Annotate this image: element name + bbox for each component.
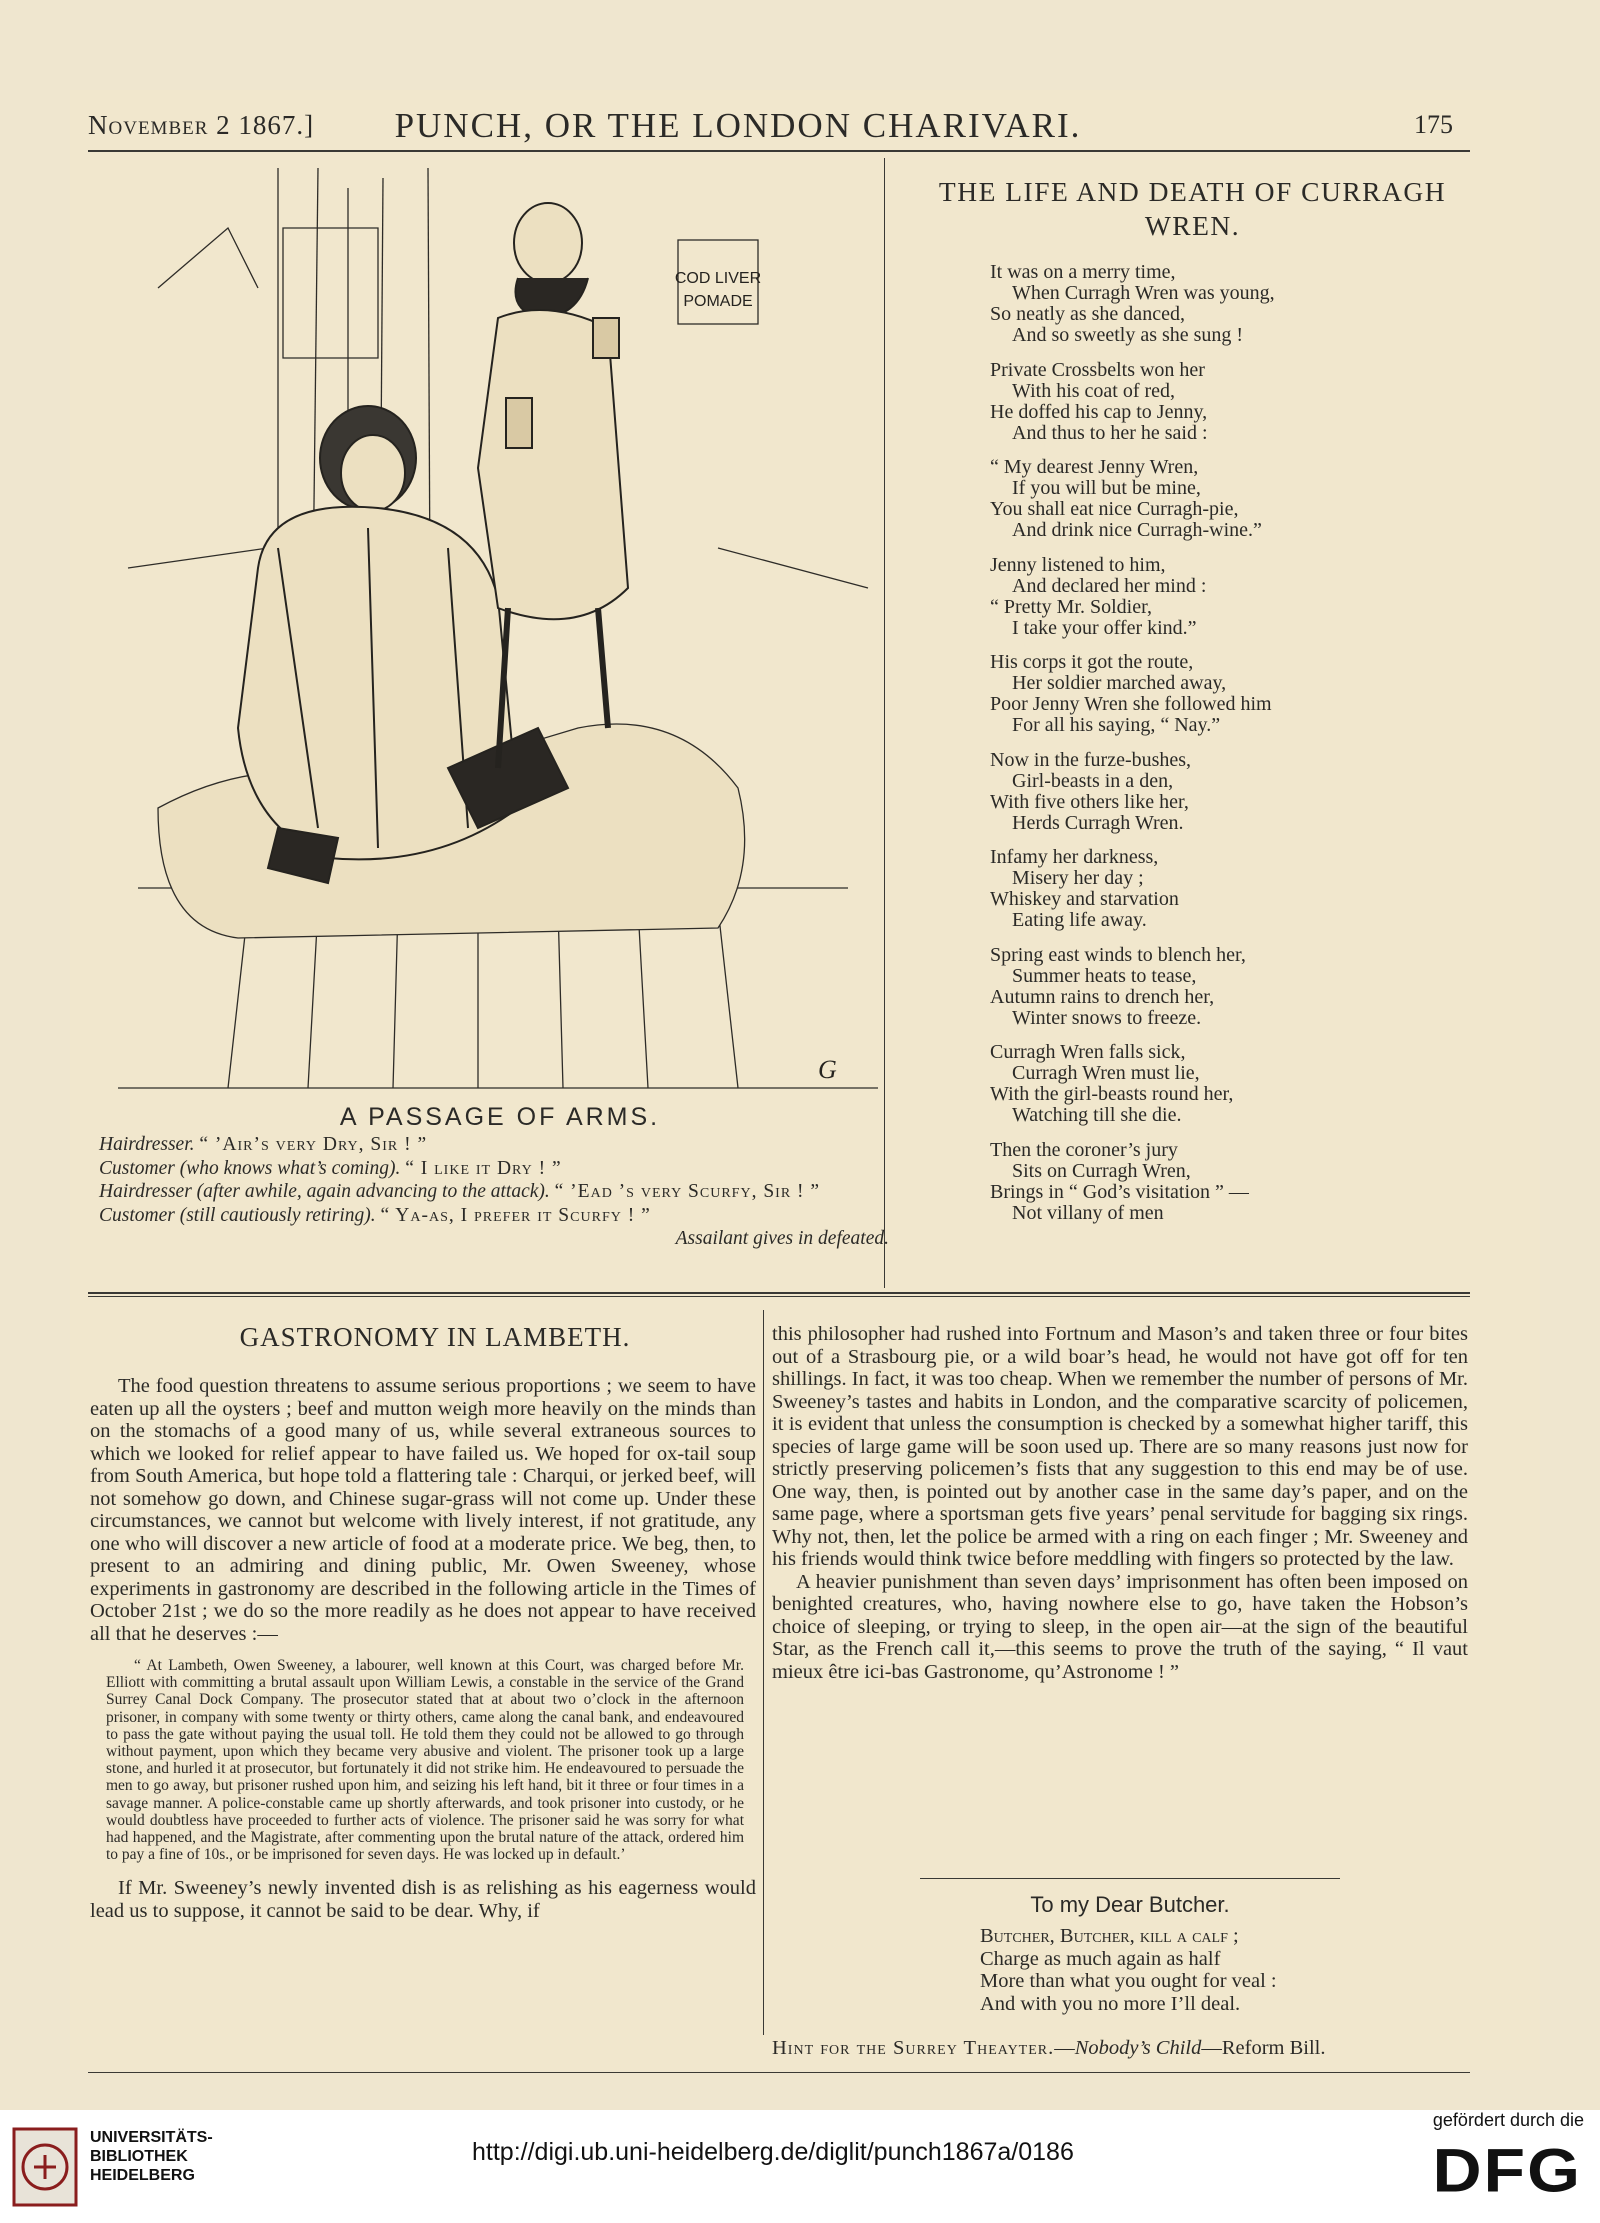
poem-stanza xyxy=(990,945,1470,1029)
article-paragraph: The food question threatens to assume serious proportions ; we seem to have eaten up all the oysters ; beef and mutton weigh more heavily on the minds than on the stomachs of a good many of us, while several extraneous sources to which we looked for relief appear to have failed us. We hoped for ox-tail soup from South America, but hope told a flattering tale : Charqui, or jerked beef, will not somehow go down, and Chinese sugar-grass will not come up. Under these circumstances, we cannot but welcome with lively interest, if not gratitude, any one who will discover a new article of food at a moderate price. We beg, then, to present to an admiring and dining public, Mr. Owen Sweeney, whose experiments in gastronomy are described in the following article in the Times of October 21st ; we do so the more readily as he does not appear to have received all that he deserves :— xyxy=(90,1375,756,1645)
header-rule xyxy=(88,150,1470,152)
butcher-rule xyxy=(920,1878,1340,1879)
poem-line: Sits on Curragh Wren, xyxy=(1012,1159,1191,1182)
poem-line: Girl-beasts in a den, xyxy=(1012,769,1174,792)
butcher-verse xyxy=(980,1925,1380,2015)
article-paragraph: A heavier punishment than seven days’ imprisonment has often been imposed on benighted creatures, who, having nowhere else to go, have taken the Hobson’s choice of sleeping, or trying to sleep, in the open air—at the sign of the beautiful Star, as the French call it,—this seems to prove the truth of the saying, “ Il vaut mieux être ici-bas Gastronome, qu’Astronome ! ” xyxy=(772,1570,1468,1683)
caption-line xyxy=(99,1204,889,1228)
poem-line: And so sweetly as she sung ! xyxy=(1012,324,1244,346)
poem-line: With five others like her, xyxy=(990,790,1189,813)
article-paragraph: this philosopher had rushed into Fortnum and Mason’s and taken three or four bites out of a Strasbourg pie, or a wild boar’s head, he would not have got off for ten shillings. In fact, it was too cheap. When we remember the number of persons of Mr. Sweeney’s tastes and habits in London, and the comparative scarcity of policemen, it is evident that unless the consumption is checked by a somewhat higher tariff, this species of large game will be soon used up. There are so many reasons just now for strictly preserving policemen’s fists that any suggestion to this end may be of use. One way, then, is pointed out by another case in the same day’s paper, and on the same page, where a sportsman gets five years’ penal servitude for bagging six rings. Why not, then, let the police be armed with a ring on each finger ; Mr. Sweeney and his friends would think twice before meddling with fingers so protected by the law. xyxy=(772,1323,1468,1570)
poem-stanza xyxy=(990,750,1470,834)
poem-line: Whiskey and starvation xyxy=(990,888,1179,910)
poem-line: Private Crossbelts won her xyxy=(990,358,1205,381)
article-column-right xyxy=(772,1323,1468,1683)
poem-line: It was on a merry time, xyxy=(990,261,1176,283)
poem-body xyxy=(990,262,1470,1237)
poem-line: “ My dearest Jenny Wren, xyxy=(990,456,1199,478)
poem-line: Curragh Wren must lie, xyxy=(1012,1062,1200,1084)
poem-stanza xyxy=(990,847,1470,931)
poem-stanza xyxy=(990,262,1470,346)
verse-line: Charge as much again as half xyxy=(980,1947,1221,1970)
poem-line: He doffed his cap to Jenny, xyxy=(990,400,1208,423)
masthead-title: PUNCH, OR THE LONDON CHARIVARI. xyxy=(394,106,1082,145)
hint-italic: Nobody’s Child xyxy=(1074,2037,1202,2059)
section-rule-2 xyxy=(88,1296,1470,1297)
hint-lead: Hint for the Surrey Theayter. xyxy=(772,2037,1055,2059)
poem-line: Her soldier marched away, xyxy=(1012,672,1227,694)
hint-dash: — xyxy=(1054,2037,1075,2059)
university-name-line: UNIVERSITÄTS- xyxy=(90,2129,213,2146)
section-rule xyxy=(88,1292,1470,1294)
poem-line: Curragh Wren falls sick, xyxy=(990,1041,1186,1063)
page-number: 175 xyxy=(1414,110,1453,139)
poem-stanza xyxy=(990,1042,1470,1126)
cartoon-illustration xyxy=(118,168,878,1090)
poem-line: His corps it got the route, xyxy=(990,651,1194,673)
poem-line: I take your offer kind.” xyxy=(1012,616,1197,639)
poem-line: Autumn rains to drench her, xyxy=(990,985,1215,1008)
university-name-line: HEIDELBERG xyxy=(90,2167,195,2184)
poem-line: Not villany of men xyxy=(1012,1201,1164,1224)
poem-line: So neatly as she danced, xyxy=(990,303,1185,325)
cartoon-title: A PASSAGE OF ARMS. xyxy=(339,1103,661,1131)
hint-tail: —Reform Bill. xyxy=(1201,2037,1326,2059)
bottom-rule xyxy=(88,2072,1470,2073)
caption-speaker: Customer (still cautiously retiring). xyxy=(99,1204,376,1226)
verse-title: To my Dear Butcher. xyxy=(1030,1892,1230,1917)
poem-line: Spring east winds to blench her, xyxy=(990,943,1246,966)
artist-monogram-icon: G xyxy=(818,1055,837,1084)
caption-line xyxy=(99,1180,889,1204)
article-quote: “ At Lambeth, Owen Sweeney, a labourer, well known at this Court, was charged before Mr. Elliott with committing a brutal assault upon William Lewis, a constable in the service of the Grand Surrey Canal Dock Company. The prosecutor stated that at about two o’clock in the afternoon prisoner, in company with some twenty or thirty others, came along the canal bank, and endeavoured to pass the gate without paying the usual toll. He told them they could not be allowed to go through without payment, upon which they became very abusive and violent. The prisoner took up a large stone, and hurled it at prosecutor, but fortunately it did not strike him. He endeavoured to persuade the men to go away, but prisoner rushed upon him, and seizing his left hand, bit it three or four times in a savage manner. A police-constable came up shortly afterwards, and took prisoner into custody, or he would doubtless have proceeded to further acts of violence. The prisoner said he was sorry for what had happened, and the Magistrate, after commenting upon the brutal nature of the attack, ordered him to pay a fine of 10s., or be imprisoned for seven days. He was locked up in default.’ xyxy=(106,1657,744,1864)
caption-speech: “ ’Ead ’s very Scurfy, Sir ! ” xyxy=(554,1181,821,1202)
poem-line: Poor Jenny Wren she followed him xyxy=(990,693,1272,715)
poem-title-line: WREN. xyxy=(1144,210,1241,241)
page-header xyxy=(88,106,1453,146)
poem-line: Eating life away. xyxy=(1012,909,1147,931)
issue-date: November 2 1867.] xyxy=(88,110,315,140)
caption-speech: “ I like it Dry ! ” xyxy=(405,1157,562,1179)
poem-line: With his coat of red, xyxy=(1012,379,1176,402)
sign-text-line1: COD LIVER xyxy=(674,270,762,287)
poem-line: “ Pretty Mr. Soldier, xyxy=(990,595,1152,618)
university-name-line: BIBLIOTHEK xyxy=(90,2148,188,2165)
article-paragraph: If Mr. Sweeney’s newly invented dish is as relishing as his eagerness would lead us to suppose, it cannot be said to be dear. Why, if xyxy=(90,1877,756,1922)
caption-line xyxy=(99,1133,889,1157)
poem-line: Misery her day ; xyxy=(1012,867,1144,889)
poem-title-line: THE LIFE AND DEATH OF CURRAGH xyxy=(938,176,1447,207)
caption-speech: “ ’Air’s very Dry, Sir ! ” xyxy=(199,1134,428,1155)
poem-line: When Curragh Wren was young, xyxy=(1012,282,1275,304)
poem-line: Infamy her darkness, xyxy=(990,846,1159,868)
poem-line: If you will but be mine, xyxy=(1012,477,1201,499)
poem-line: And thus to her he said : xyxy=(1012,421,1208,444)
verse-line: More than what you ought for veal : xyxy=(980,1970,1277,1992)
poem-stanza xyxy=(990,652,1470,736)
sign-text-line2: POMADE xyxy=(683,293,753,310)
column-divider-top xyxy=(884,158,885,1288)
poem-line: Winter snows to freeze. xyxy=(1012,1006,1202,1029)
poem-line: Now in the furze-bushes, xyxy=(990,748,1192,771)
poem-line: And drink nice Curragh-wine.” xyxy=(1012,519,1262,541)
hint-line xyxy=(772,2037,1468,2060)
poem-line: You shall eat nice Curragh-pie, xyxy=(990,498,1239,520)
poem-line: Summer heats to tease, xyxy=(1012,964,1197,987)
caption-speech: “ Ya-as, I prefer it Scurfy ! ” xyxy=(380,1204,651,1226)
poem-stanza xyxy=(990,555,1470,639)
caption-closing: Assailant gives in defeated. xyxy=(675,1228,889,1249)
university-name xyxy=(90,2128,213,2185)
caption-speaker: Hairdresser (after awhile, again advancing to the attack). xyxy=(99,1181,550,1202)
poem-line: And declared her mind : xyxy=(1012,574,1207,597)
source-url-link[interactable]: http://digi.ub.uni-heidelberg.de/diglit/punch1867a/0186 xyxy=(472,2138,1074,2166)
poem-line: Then the coroner’s jury xyxy=(990,1138,1178,1161)
column-divider-bottom xyxy=(763,1310,764,2035)
poem-line: Herds Curragh Wren. xyxy=(1012,811,1184,834)
poem-stanza xyxy=(990,1140,1470,1224)
poem-stanza xyxy=(990,360,1470,444)
poem-stanza xyxy=(990,457,1470,541)
dfg-logo: DFG xyxy=(1432,2136,1582,2206)
poem-line: Watching till she die. xyxy=(1012,1104,1182,1126)
university-seal-icon xyxy=(6,2121,84,2213)
poem-line: For all his saying, “ Nay.” xyxy=(1012,714,1221,736)
caption-speaker: Customer (who knows what’s coming). xyxy=(99,1157,401,1179)
poem-line: Jenny listened to him, xyxy=(990,553,1166,576)
verse-line: And with you no more I’ll deal. xyxy=(980,1992,1241,2015)
poem-title xyxy=(905,175,1480,243)
article-column-left xyxy=(90,1375,756,1922)
cartoon-caption xyxy=(99,1133,889,1251)
article-title: GASTRONOMY IN LAMBETH. xyxy=(239,1322,631,1352)
caption-line xyxy=(99,1157,889,1181)
caption-speaker: Hairdresser. xyxy=(99,1134,195,1155)
poem-line: With the girl-beasts round her, xyxy=(990,1083,1234,1105)
verse-line: Butcher, Butcher, kill a calf ; xyxy=(980,1925,1239,1947)
sponsor-label: gefördert durch die xyxy=(1432,2110,1584,2130)
poem-line: Brings in “ God’s visitation ” — xyxy=(990,1180,1249,1203)
